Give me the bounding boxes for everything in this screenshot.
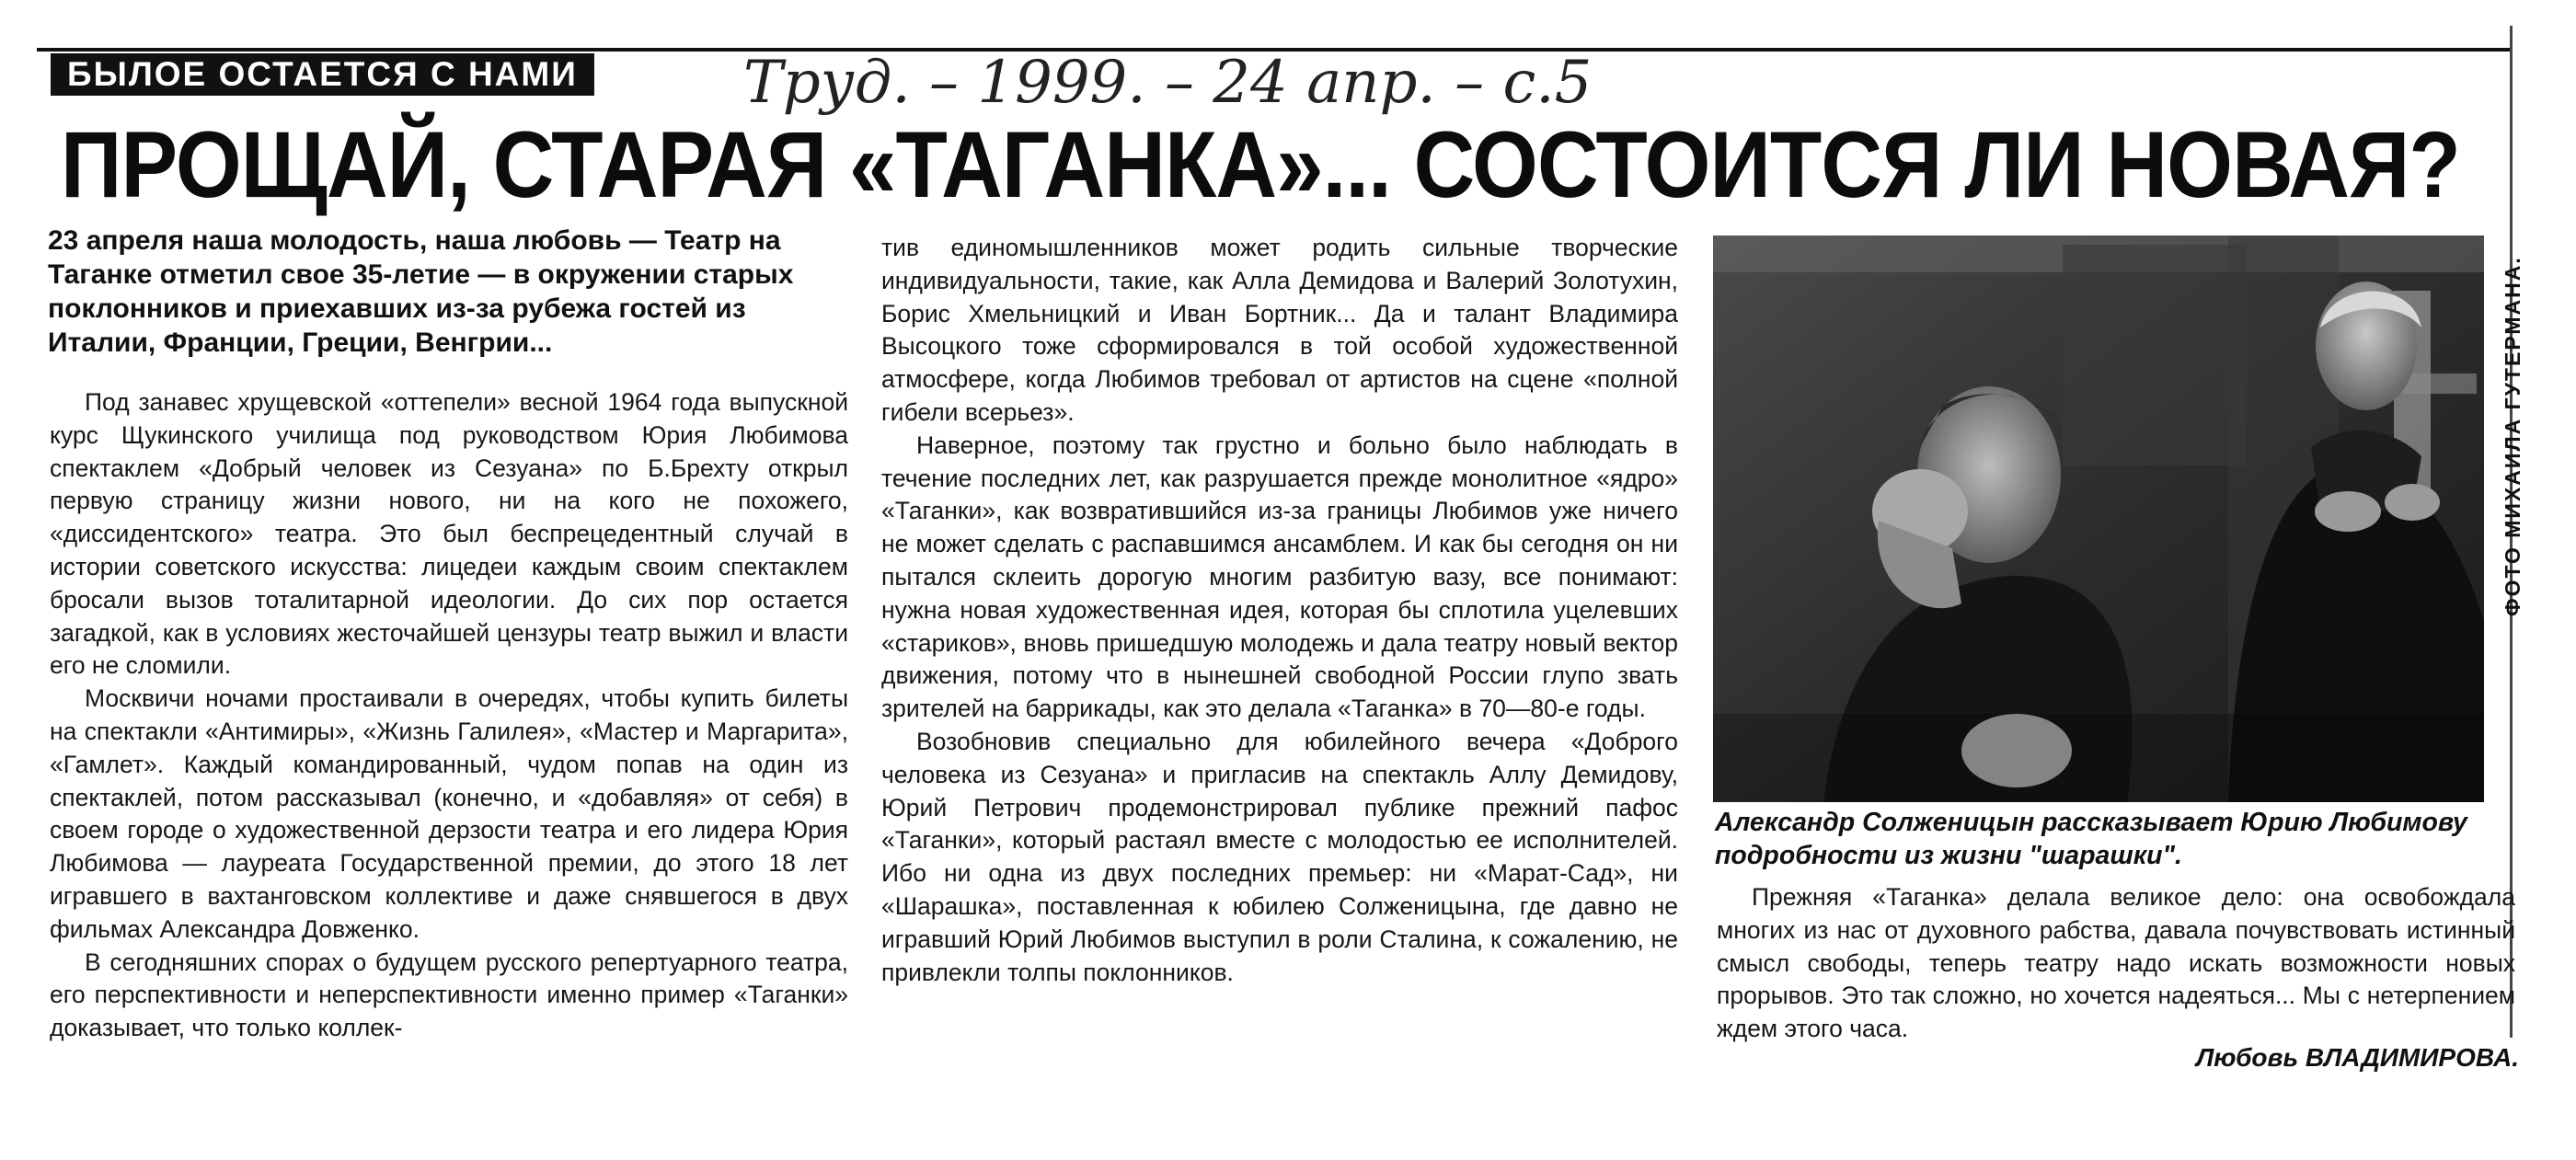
photo-image — [1713, 235, 2484, 802]
photo-caption: Александр Солженицын рассказывает Юрию Любимову подробности из жизни "шарашки". — [1715, 808, 2467, 870]
photo-credit-text: ФОТО МИХАИЛА ГУТЕРМАНА. — [2501, 256, 2524, 616]
column-1 — [50, 386, 848, 1045]
photo-credit — [2501, 230, 2524, 616]
handwritten-note: Труд. – 1999. – 24 апр. – с.5 — [743, 49, 1593, 117]
column-2 — [881, 232, 1678, 989]
lead-paragraph: 23 апреля наша молодость, наша любовь — Театр на Таганке отметил свое 35-летие — в окружении старых поклонников и приехавших из-за рубежа гостей из Италии, Франции, Греции, Венгрии... — [48, 225, 794, 358]
paragraph: Под занавес хрущевской «оттепели» весной 1964 года выпускной курс Щукинского училища под руководством Юрия Любимова спектаклем «Добрый человек из Сезуана» по Б.Брехту открыл первую страницу жизни нового, ни на кого не похожего, «диссидентского» театра. Это был беспрецедентный случай в истории советского искусства: лицедеи каждым своим спектаклем бросали вызов тоталитарной идеологии. До сих пор остается загадкой, как в условиях жесточайшей цензуры театр выжил и власти его не сломили. — [50, 388, 848, 680]
paragraph: Прежняя «Таганка» делала великое дело: она освобождала многих из нас от духовного рабства, давала почувствовать истинный смысл свободы, теперь театру надо искать возможности новых прорывов. Это так сложно, но хочется надеяться... Мы с нетерпением ждем этого часа. — [1717, 883, 2515, 1043]
paragraph: Наверное, поэтому так грустно и больно было наблюдать в течение последних лет, как разрушается прежде монолитное «ядро» «Таганки», как возвратившийся из-за границы Любимов уже ничего не может сделать с распавшимся ансамблем. И как бы сегодня он ни пытался склеить дорогую многим разбитую вазу, все понимают: нужна новая художественная идея, которая бы сплотила уцелевших «стариков», вновь пришедшую молодежь и дала театру новый вектор движения, потому что в нынешней свободной России глупо звать зрителей на баррикады, как это делала «Таганка» в 70—80-е годы. — [881, 431, 1678, 723]
paragraph: тив единомышленников может родить сильные творческие индивидуальности, такие, как Алла Демидова и Валерий Золотухин, Борис Хмельницкий и Иван Бортник... Да и талант Владимира Высоцкого тоже сформировался в той особой художественной атмосфере, когда Любимов требовал от артистов на сцене «полной гибели всерьез». — [881, 234, 1678, 426]
author-signature: Любовь ВЛАДИМИРОВА. — [2196, 1043, 2519, 1072]
paragraph: Москвичи ночами простаивали в очередях, чтобы купить билеты на спектакли «Антимиры», «Жизнь Галилея», «Мастер и Маргарита», «Гамлет». Каждый командированный, чудом попав на один из спектаклей, потом рассказывал (конечно, и «добавляя» от себя) в своем городе о художественной дерзости театра и его лидера Юрия Любимова — лауреата Государственной премии, до этого 18 лет игравшего в вахтанговском коллективе и даже снявшегося в двух фильмах Александра Довженко. — [50, 684, 848, 943]
section-rubric: БЫЛОЕ ОСТАЕТСЯ С НАМИ — [51, 53, 594, 96]
column-3 — [1717, 881, 2515, 1046]
paragraph: В сегодняшних спорах о будущем русского репертуарного театра, его перспективности и неперспективности именно пример «Таганки» доказывает, что только коллек- — [50, 948, 848, 1042]
photo — [1713, 235, 2484, 802]
headline: ПРОЩАЙ, СТАРАЯ «ТАГАНКА»... СОСТОИТСЯ ЛИ НОВАЯ? — [61, 112, 2460, 217]
paragraph: Возобновив специально для юбилейного вечера «Доброго человека из Сезуана» и пригласив на спектакль Аллу Демидову, Юрий Петрович продемонстрировал публике прежний пафос «Таганки», который растаял вместе с молодостью ее исполнителей. Ибо ни одна из двух последних премьер: ни «Марат-Сад», ни «Шарашка», поставленная к юбилею Солженицына, где давно не игравший Юрий Любимов выступил в роли Сталина, к сожалению, не привлекли толпы поклонников. — [881, 727, 1678, 986]
